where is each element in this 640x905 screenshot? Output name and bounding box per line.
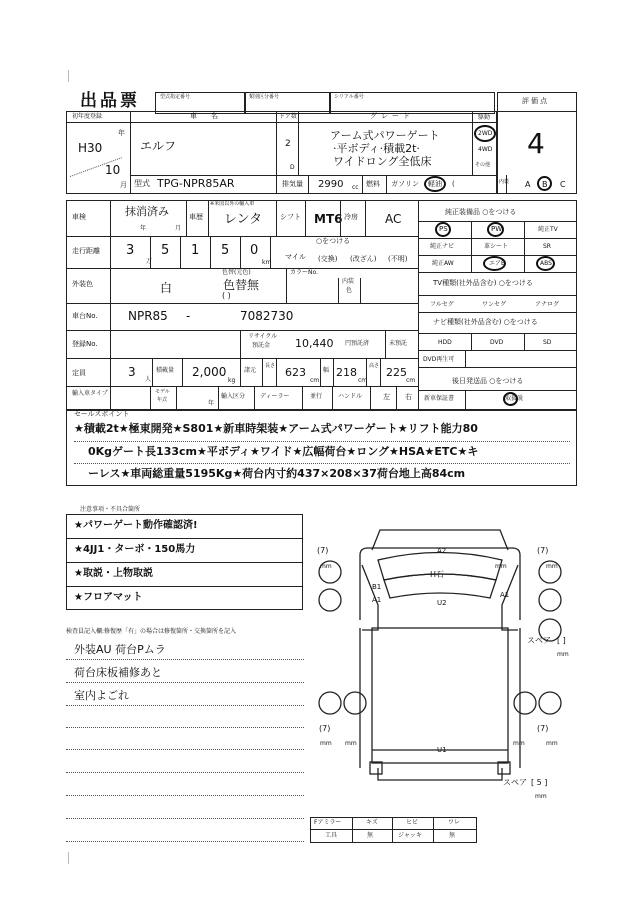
eq-abs: ABS (540, 260, 552, 267)
navi-hdd: HDD (438, 339, 452, 346)
height-unit: cm (406, 377, 416, 384)
legend-h4: ワレ (448, 819, 461, 826)
spare-bottom-unit: mm (535, 793, 547, 800)
mileage-digit-3: 1 (191, 243, 200, 258)
grade-a: A (525, 180, 531, 189)
tread-rl2-unit: mm (345, 740, 357, 747)
recycle-unit: 円預託済 (345, 340, 370, 347)
aftermarket-title: 後日発送品 ○をつける (452, 377, 524, 385)
dealer: ディーラー (260, 393, 290, 400)
drive-2wd: 2WD (478, 130, 493, 137)
disp-label: 排気量 (282, 180, 303, 188)
drive-other: その他 (475, 162, 491, 168)
mark-hs: H石 (430, 570, 445, 579)
tread-rl: (7) (319, 724, 331, 733)
model-year-label2: 年式 (157, 397, 168, 403)
tread-fr: (7) (537, 546, 549, 555)
import-div-label: 輸入区分 (221, 393, 246, 400)
doors-value: 2 (285, 139, 291, 149)
width-unit: cm (358, 377, 368, 384)
height-value: 225 (386, 366, 407, 379)
tv-analog: アナログ (535, 301, 560, 308)
inspector-item-2: 荷台床板補修あと (74, 666, 162, 679)
interior-label: 内装 (499, 179, 510, 185)
mileage-digit-4: 5 (221, 243, 230, 258)
drive-4wd: 4WD (478, 146, 493, 153)
capacity-value: 3 (128, 365, 136, 379)
warranty: 新車保証書 (424, 395, 455, 402)
doors-label: ドア数 (279, 113, 297, 120)
tread-fl-unit: mm (320, 563, 332, 570)
eq-ps: PS (439, 225, 448, 233)
doors-unit: D (290, 164, 295, 171)
mileage-unit-man: 万 (146, 258, 153, 265)
interior-color-label1: 内装 (342, 278, 355, 285)
navi-title: ナビ種類(社外品含む) ○をつける (433, 318, 538, 326)
mark-a1-right: A1 (500, 591, 510, 599)
tread-fr-unit: mm (546, 563, 558, 570)
load-label: 積載量 (156, 367, 175, 374)
capacity-unit: 人 (145, 376, 152, 383)
tread-rr: (7) (537, 724, 549, 733)
shift-label: シフト (280, 213, 301, 221)
legend-h3: ヒビ (406, 819, 419, 826)
tv-fullseg: フルセグ (430, 301, 454, 308)
year-unit: 年 (118, 129, 125, 137)
tread-fr2-unit: mm (495, 563, 507, 570)
inspector-item-1: 外装AU 荷台Pムラ (74, 643, 166, 656)
tv-title: TV種類(社外品含む) ○をつける (433, 279, 533, 287)
car-name: エルフ (140, 139, 177, 153)
mileage-mile: マイル (285, 253, 306, 261)
type-number-label: 型式指定番号 (160, 94, 191, 100)
vehicle-diagram (300, 510, 580, 810)
mileage-circle-note: ○をつける (316, 237, 351, 245)
history-label: 車歴 (189, 213, 203, 221)
handle-right: 右 (405, 393, 412, 401)
chassis-number: 7082730 (240, 309, 294, 323)
eq-sr: SR (543, 243, 551, 250)
legend-h2: キズ (366, 819, 378, 826)
length-value: 623 (285, 366, 306, 379)
load-unit: kg (228, 377, 236, 384)
legend-v3: ジャッキ (398, 832, 422, 839)
inspection-value: 抹消済み (125, 205, 169, 218)
chassis-label: 車台No. (72, 312, 98, 320)
history-value: レンタ (224, 212, 263, 227)
spare-top-bracket: [ ] (557, 636, 566, 645)
score-value: 4 (527, 127, 545, 160)
shift-value: MT6 (314, 212, 343, 226)
capacity-label: 定員 (72, 369, 86, 377)
serial-label: シリアル番号 (334, 94, 364, 100)
mileage-digit-1: 3 (126, 243, 135, 258)
import-label: 輸入車タイプ (72, 390, 108, 397)
spare-top-label: スペア (527, 636, 551, 645)
sales-line2: 0Kgゲート長133cm★平ボディ★ワイド★広幅荷台★ロング★HSA★ETC★キ (88, 445, 479, 458)
tread-rr-unit: mm (546, 740, 558, 747)
mileage-label: 走行距離 (72, 247, 100, 255)
disp-unit: cc (352, 184, 359, 191)
grade-line2: ·平ボディ·積載2t· (333, 142, 420, 155)
grade-line1: アーム式パワーゲート (330, 129, 440, 142)
color-no-label: カラーNo. (290, 269, 318, 276)
length-unit: cm (310, 377, 320, 384)
fuel-diesel-circle (424, 176, 446, 192)
recycle-label1: リサイクル (248, 333, 278, 340)
legend-v4: 無 (449, 832, 456, 839)
model-value: TPG-NPR85AR (157, 177, 235, 190)
sales-line1: ★積載2t★極東開発★S801★新車時架装★アーム式パワーゲート★リフト能力80 (74, 422, 478, 435)
navi-dvd: DVD (490, 339, 504, 346)
length-label: 長さ (265, 363, 276, 369)
model-year-unit: 年 (208, 400, 215, 407)
grade-c: C (560, 180, 566, 189)
category-label: 類別区分番号 (249, 94, 280, 100)
spare-bottom-label: スペア (503, 778, 527, 787)
eq-ps-circle (435, 222, 451, 237)
drive-label: 駆動 (478, 114, 491, 121)
dims-label: 諸元 (244, 367, 257, 374)
inspector-item-3: 室内よごれ (74, 689, 129, 702)
first-reg-year: H30 (78, 141, 103, 155)
mark-b1: B1 (372, 583, 382, 591)
eq-pw-circle (487, 222, 504, 237)
inspector-title: 検査員記入欄:修復歴「有」の場合は修復箇所・交換箇所を記入 (66, 628, 237, 635)
score-label: 評価点 (522, 97, 549, 105)
load-value: 2,000 (192, 365, 227, 379)
dvd-player: DVD再生可 (423, 356, 455, 363)
first-reg-label: 初年度登録 (72, 113, 103, 120)
eq-tv: 純正TV (538, 226, 558, 233)
first-reg-month: 10 (105, 163, 121, 177)
mileage-unknown: (不明) (388, 255, 408, 263)
mark-a1-left: A1 (372, 596, 382, 604)
legend-v1: 工具 (325, 832, 338, 839)
ac-value: AC (385, 212, 402, 226)
grade-b: B (542, 180, 548, 189)
disp-value: 2990 (318, 179, 344, 190)
manual-circle (503, 392, 518, 406)
eq-aw: 純正AW (432, 260, 454, 267)
eq-leather: 革シート (484, 243, 509, 250)
tread-rr2-unit: mm (513, 740, 525, 747)
mark-u2: U2 (437, 599, 447, 607)
eq-pw: PW (491, 225, 503, 233)
equipment-title: 純正装備品 ○をつける (445, 208, 517, 216)
recycle-unpaid: 未預託 (389, 340, 408, 347)
mileage-unit-km: km (262, 259, 272, 266)
legend-v2: 無 (367, 832, 374, 839)
note-item-4: ★フロアマット (74, 592, 143, 603)
manual: 取扱説 (505, 395, 524, 402)
mark-a2: A2 (437, 547, 447, 555)
parallel: 並行 (310, 393, 323, 400)
eq-navi: 純正ナビ (430, 243, 455, 250)
chassis-model: NPR85 (128, 309, 168, 323)
sales-title: セールスポイント (74, 410, 130, 418)
month-unit: 月 (120, 181, 127, 189)
note-item-3: ★取説・上物取説 (74, 568, 153, 579)
tread-rl-unit: mm (320, 740, 332, 747)
inspection-month-unit: 月 (175, 225, 182, 232)
model-year-label1: モデル (155, 389, 170, 395)
handle-label: ハンドル (338, 393, 363, 400)
inspection-label: 車検 (72, 213, 86, 221)
fuel-gasoline: ガソリン (391, 180, 419, 188)
legend-h1: Fアミラー (314, 819, 342, 826)
grade-label: グレード (370, 112, 414, 120)
history-note: ※米国以外の輸入車 (210, 201, 255, 207)
drive-2wd-circle (474, 125, 496, 142)
width-label: 幅 (323, 367, 330, 374)
color-change-label: 色替(元色) (222, 269, 251, 276)
handle-left: 左 (383, 393, 390, 401)
eq-airbag: エアB (489, 260, 506, 267)
registration-label: 登録No. (72, 340, 98, 348)
mileage-tamper: (改ざん) (350, 255, 377, 263)
height-label: 高さ (369, 363, 380, 369)
mileage-exchange: (交換) (318, 255, 338, 263)
spare-bottom-bracket: [ 5 ] (531, 778, 548, 787)
tv-oneseg: ワンセグ (482, 301, 507, 308)
color-change-value: 色替無 (223, 278, 260, 292)
mileage-digit-2: 5 (161, 243, 170, 258)
recycle-value: 10,440 (295, 337, 334, 350)
exterior-label: 外装色 (72, 280, 93, 288)
width-value: 218 (336, 366, 357, 379)
eq-airbag-circle (483, 256, 506, 271)
color-paren: ( ) (222, 291, 231, 300)
chassis-dash: - (186, 309, 191, 323)
spare-top-unit: mm (557, 651, 569, 658)
fuel-diesel: 軽油 (428, 180, 442, 188)
exterior-color: 白 (160, 281, 173, 295)
car-name-label: 車名 (190, 112, 232, 120)
model-prefix-label: 型式 (134, 179, 150, 188)
navi-sd: SD (543, 339, 552, 346)
form-title: 出品票 (80, 91, 140, 111)
mileage-digit-5: 0 (250, 243, 259, 258)
inspection-year-unit: 年 (140, 225, 147, 232)
interior-color-label2: 色 (346, 287, 353, 294)
recycle-label2: 預託金 (252, 342, 271, 349)
ac-label: 冷房 (344, 213, 358, 221)
note-item-2: ★4JJ1・ターボ・150馬力 (74, 544, 196, 555)
fuel-label: 燃料 (366, 180, 380, 188)
note-item-1: ★パワーゲート動作確認済! (74, 520, 198, 531)
grade-b-circle (537, 176, 552, 191)
sales-line3: ーレス★車両総重量5195Kg★荷台内寸約437×208×37荷台地上高84cm (88, 467, 466, 480)
grade-line3: ワイドロング全低床 (333, 155, 432, 168)
eq-abs-circle (536, 256, 555, 271)
tread-fl: (7) (317, 546, 329, 555)
mark-u1: U1 (437, 746, 447, 754)
notes-title: 注意事項・不具合箇所 (80, 506, 141, 513)
fuel-paren: ( (452, 180, 455, 188)
